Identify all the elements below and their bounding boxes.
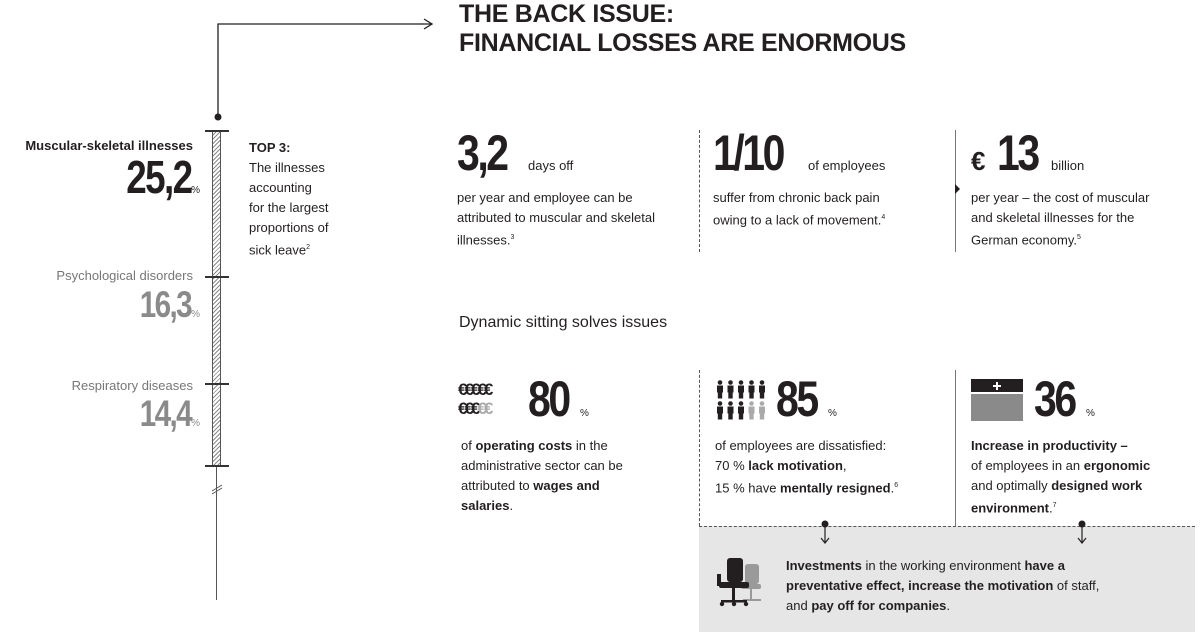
illness-unit: % — [191, 309, 200, 320]
connector-arrow — [210, 14, 435, 124]
euro-icon-row: €€€€€ — [458, 380, 491, 399]
person-icon — [759, 380, 765, 398]
top3-line: sick leave — [249, 242, 307, 258]
fact-text-line: per year and employee can be — [457, 190, 633, 205]
fact-text-line: German economy. — [971, 232, 1077, 248]
column-divider — [955, 370, 956, 526]
person-icon — [759, 401, 765, 419]
fact-value: 13 — [997, 125, 1038, 181]
person-icon — [738, 380, 744, 398]
scale-ruler — [212, 130, 221, 465]
person-icon — [728, 380, 734, 398]
person-icon — [728, 401, 734, 419]
ruler-break-icon — [211, 482, 223, 496]
illness-value: 16,3 — [139, 284, 192, 325]
column-divider — [699, 370, 700, 526]
fact-unit: billion — [1051, 158, 1085, 173]
title-line-1: THE BACK ISSUE: — [459, 0, 674, 28]
person-icon — [717, 401, 723, 419]
person-icon — [738, 401, 744, 419]
illness-stat — [100, 150, 200, 204]
fact-text-line: attributed to muscular and skeletal — [457, 210, 655, 225]
ruler-tick — [205, 276, 229, 278]
fact-billion — [971, 124, 1196, 250]
fact-prefix: € — [971, 146, 986, 176]
illness-unit: % — [191, 418, 200, 429]
illness-value: 25,2 — [125, 151, 192, 203]
solution-value — [528, 370, 589, 428]
people-icon-grid — [715, 380, 767, 422]
down-arrow-icon — [1075, 520, 1089, 546]
footnote-ref: 3 — [510, 234, 515, 241]
section-subheading: Dynamic sitting solves issues — [459, 314, 668, 331]
solution-number: 85 — [776, 371, 817, 427]
fact-text-line: suffer from chronic back pain — [713, 190, 880, 205]
ruler-tick — [205, 130, 229, 132]
toolbox-icon — [971, 379, 1023, 421]
solution-value — [776, 370, 837, 428]
illness-stat — [100, 284, 200, 326]
illness-value: 14,4 — [139, 393, 192, 434]
solution-unit: % — [1086, 408, 1095, 419]
top3-line: accounting — [249, 180, 312, 195]
column-divider — [699, 130, 700, 252]
solution-text: of operating costs in the administrative sector can be attributed to wages and salaries. — [461, 438, 623, 513]
page-title — [459, 0, 906, 58]
top3-line: The illnesses — [249, 160, 325, 175]
illness-unit: % — [191, 185, 200, 196]
solution-unit: % — [828, 408, 837, 419]
footnote-ref: 2 — [306, 244, 310, 251]
illness-label: Respiratory diseases — [71, 378, 193, 393]
illness-label: Muscular-skeletal illnesses — [25, 138, 193, 153]
top3-heading: TOP 3: — [249, 140, 291, 155]
fact-value: 1/10 — [713, 125, 783, 181]
solution-text: of employees are dissatisfied: 70 % lack motivation, 15 % have mentally resigned.$^6$ — [715, 438, 899, 496]
euro-icon-grid — [458, 380, 490, 418]
down-arrow-icon — [818, 520, 832, 546]
title-line-2: FINANCIAL LOSSES ARE ENORMOUS — [459, 29, 906, 57]
office-chair-icon — [713, 556, 769, 608]
fact-unit: days off — [528, 158, 574, 173]
ruler-tick — [205, 465, 229, 467]
footnote-ref: 5 — [1076, 234, 1081, 241]
fact-unit: of employees — [808, 158, 886, 173]
fact-text-line: illnesses. — [457, 232, 511, 248]
top3-note — [249, 138, 329, 260]
fact-text-line: owing to a lack of movement. — [713, 212, 882, 228]
illness-label: Psychological disorders — [56, 268, 193, 283]
conclusion-text: Investments in the working environment have a preventative effect, increase the motivation of staff, and pay off for companies. — [786, 558, 1100, 613]
fact-value: 3,2 — [457, 125, 507, 181]
top3-line: for the largest — [249, 200, 329, 215]
fact-employees — [713, 124, 943, 230]
person-icon — [749, 380, 755, 398]
fact-text-line: and skeletal illnesses for the — [971, 210, 1135, 225]
top3-line: proportions of — [249, 220, 329, 235]
footnote-ref: 4 — [881, 214, 886, 221]
person-icon — [717, 380, 723, 398]
illness-stat — [100, 393, 200, 435]
euro-icon-row: €€€€€ — [458, 399, 491, 418]
pointer-icon — [955, 184, 961, 194]
ruler-tick — [205, 383, 229, 385]
fact-text-line: per year – the cost of muscular — [971, 190, 1150, 205]
fact-days-off — [457, 124, 687, 250]
solution-number: 80 — [528, 371, 569, 427]
solution-number: 36 — [1034, 371, 1075, 427]
person-icon — [749, 401, 755, 419]
solution-unit: % — [580, 408, 589, 419]
solution-value — [1034, 370, 1095, 428]
solution-text: Increase in productivity – of employees in an ergonomic and optimally designed work environment.$^7$ — [971, 438, 1151, 516]
